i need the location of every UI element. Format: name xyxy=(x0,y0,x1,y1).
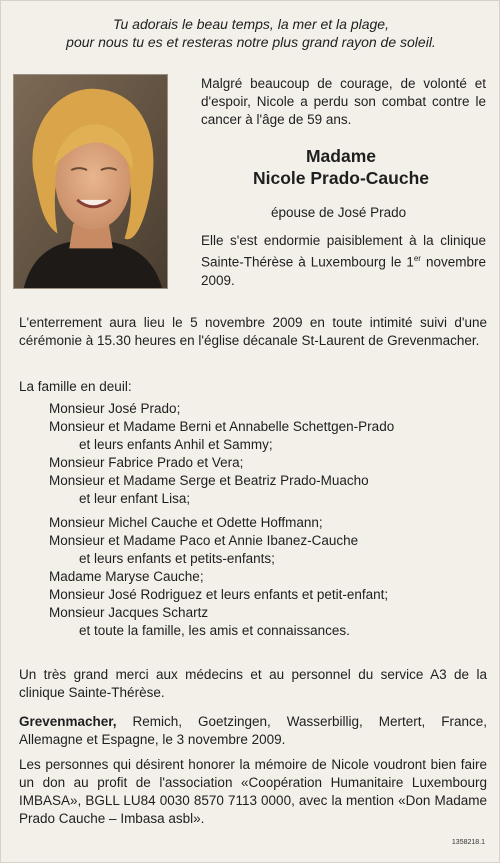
donation-text: Les personnes qui désirent honorer la mémoire de Nicole voudront bien faire un don au profit de l'association «Coopération Humanitaire Luxembourg IMBASA», BGLL LU84 0030 8570 7113 0000, avec la mention «Don Madame Prado Cauche – Imbasa asbl». xyxy=(19,757,487,826)
spouse-line: épouse de José Prado xyxy=(271,205,407,220)
thanks-text: Un très grand merci aux médecins et au personnel du service A3 de la clinique Sainte-Thérèse. xyxy=(19,667,487,700)
passing-text-end: novembre 2009. xyxy=(201,254,486,288)
deceased-name xyxy=(181,145,500,189)
name-full: Nicole Prado-Cauche xyxy=(252,168,430,188)
family-list xyxy=(49,400,489,640)
family-member: et leur enfant Lisa; xyxy=(79,491,191,506)
family-member: Monsieur et Madame Serge et Beatriz Prado-Muacho xyxy=(49,473,369,488)
family-member: Monsieur Michel Cauche et Odette Hoffmann; xyxy=(49,515,323,530)
intro-text: Malgré beaucoup de courage, de volonté et d'espoir, Nicole a perdu son combat contre le cancer à l'âge de 59 ans. xyxy=(201,76,486,127)
epigraph xyxy=(1,15,500,51)
epigraph-line-2: pour nous tu es et resteras notre plus grand rayon de soleil. xyxy=(66,34,436,50)
family-member: Monsieur et Madame Berni et Annabelle Schettgen-Prado xyxy=(49,419,395,434)
portrait-illustration xyxy=(14,75,167,288)
reference-number: 1358218.1 xyxy=(451,839,485,846)
place-date xyxy=(19,713,487,749)
name-title: Madame xyxy=(305,146,377,166)
family-heading: La famille en deuil: xyxy=(19,379,132,394)
passing-text-main: Elle s'est endormie paisiblement à la clinique Sainte-Thérèse à Luxembourg le 1 xyxy=(201,233,486,270)
family-member: Monsieur José Rodriguez et leurs enfants et petit-enfant; xyxy=(49,587,389,602)
funeral-text: L'enterrement aura lieu le 5 novembre 2009 en toute intimité suivi d'une cérémonie à 15.30 heures en l'église décanale St-Laurent de Grevenmacher. xyxy=(19,315,487,348)
passing-text xyxy=(201,232,486,290)
portrait-photo xyxy=(13,74,168,289)
place-rest: Remich, Goetzingen, Wasserbillig, Mertert, France, Allemagne et Espagne, le 3 novembre 2009. xyxy=(19,714,487,747)
place-main: Grevenmacher, xyxy=(19,714,117,729)
family-member: Monsieur et Madame Paco et Annie Ibanez-Cauche xyxy=(49,533,359,548)
family-member: Monsieur José Prado; xyxy=(49,401,181,416)
family-member: et toute la famille, les amis et connaissances. xyxy=(79,623,350,638)
family-member: Monsieur Fabrice Prado et Vera; xyxy=(49,455,244,470)
family-member: Monsieur Jacques Schartz xyxy=(49,605,209,620)
family-member: et leurs enfants et petits-enfants; xyxy=(79,551,275,566)
family-member: Madame Maryse Cauche; xyxy=(49,569,204,584)
family-member: et leurs enfants Anhil et Sammy; xyxy=(79,437,273,452)
passing-text-sup: er xyxy=(413,254,421,263)
epigraph-line-1: Tu adorais le beau temps, la mer et la plage, xyxy=(112,16,389,32)
